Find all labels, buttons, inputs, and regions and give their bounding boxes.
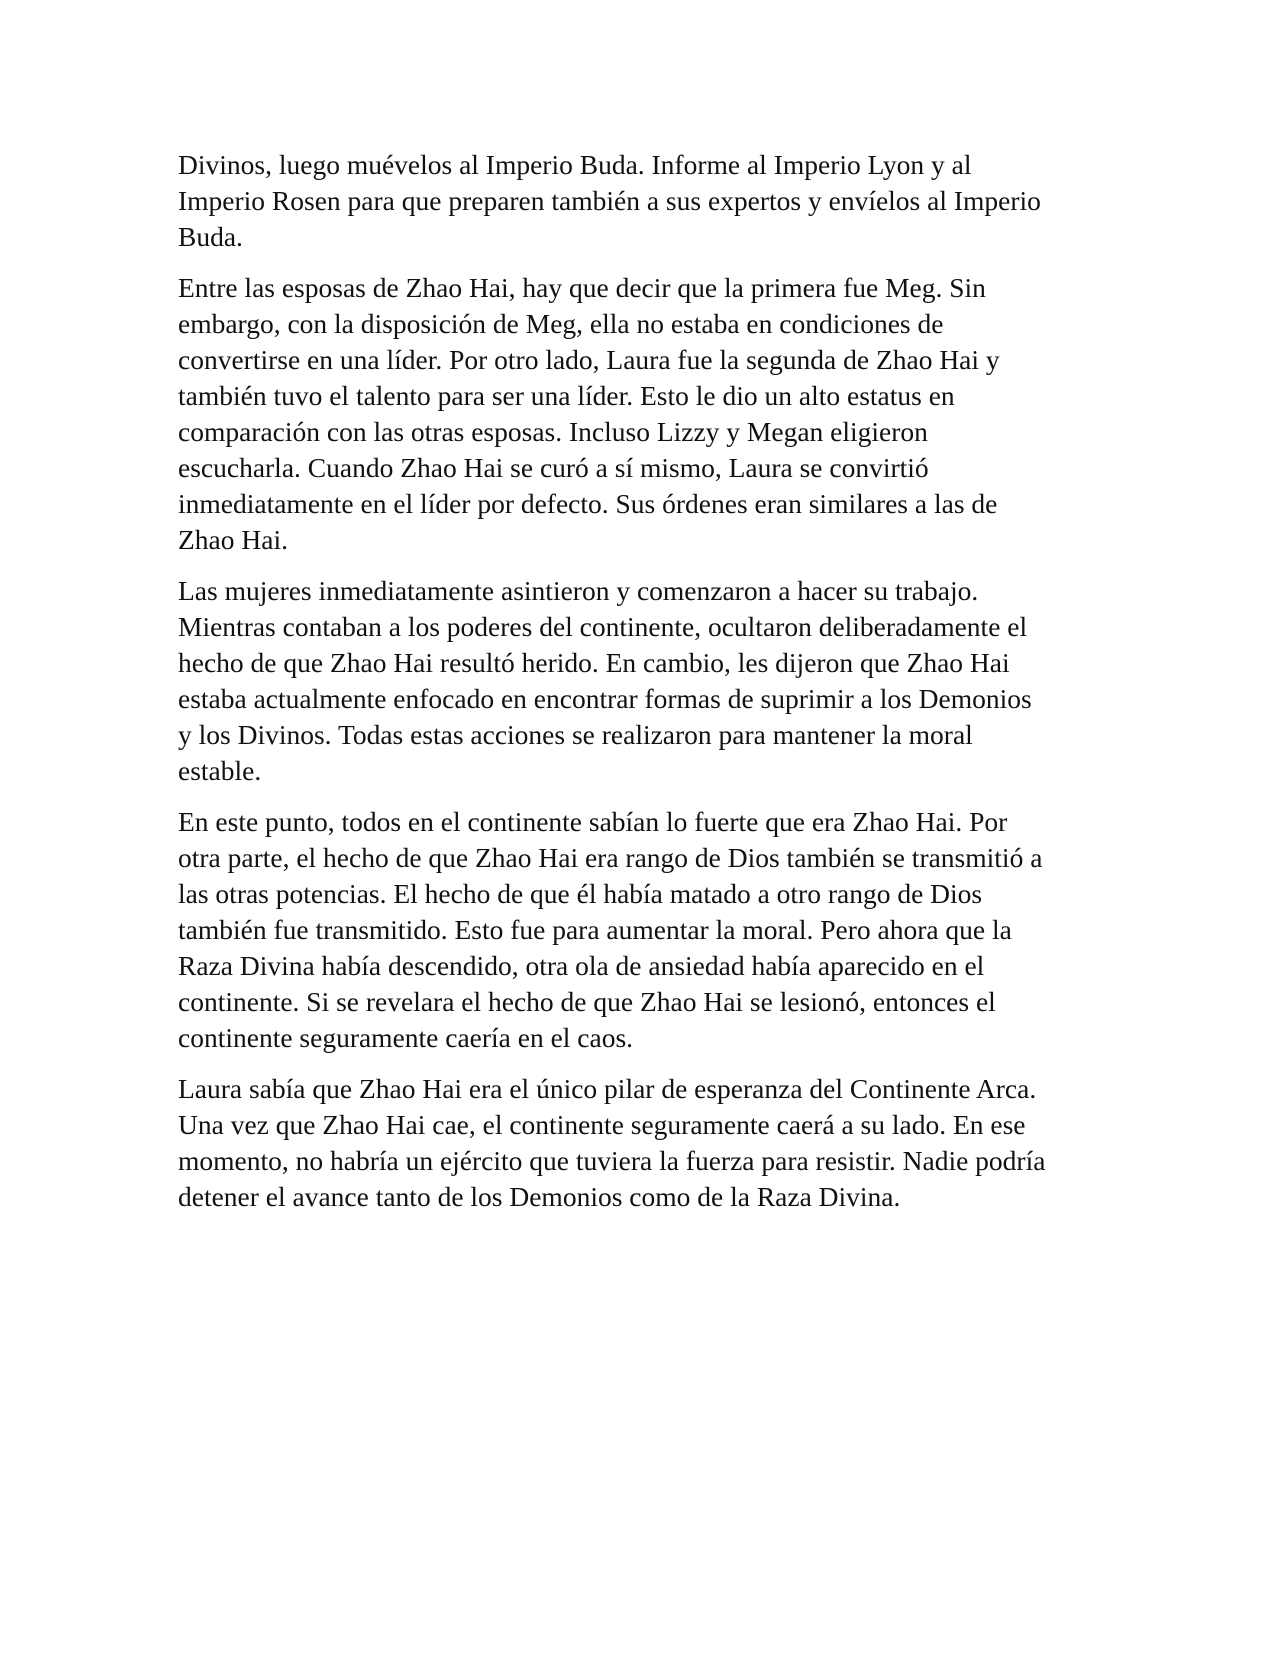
text-line: Divinos, luego muévelos al Imperio Buda. Informe al Imperio Lyon y al <box>178 149 972 180</box>
text-line: hecho de que Zhao Hai resultó herido. En cambio, les dijeron que Zhao Hai <box>178 647 1010 678</box>
text-line: inmediatamente en el líder por defecto. Sus órdenes eran similares a las de <box>178 488 998 519</box>
paragraph-4 <box>178 804 1118 1056</box>
text-line: Imperio Rosen para que preparen también a sus expertos y envíelos al Imperio <box>178 185 1041 216</box>
text-line: Las mujeres inmediatamente asintieron y comenzaron a hacer su trabajo. <box>178 575 979 606</box>
document-body <box>178 147 1118 1230</box>
text-line: Una vez que Zhao Hai cae, el continente seguramente caerá a su lado. En ese <box>178 1109 1026 1140</box>
text-line: En este punto, todos en el continente sabían lo fuerte que era Zhao Hai. Por <box>178 806 1008 837</box>
paragraph-3 <box>178 573 1118 789</box>
text-line: las otras potencias. El hecho de que él había matado a otro rango de Dios <box>178 878 983 909</box>
text-line: Buda. <box>178 221 243 252</box>
text-line: momento, no habría un ejército que tuviera la fuerza para resistir. Nadie podría <box>178 1145 1046 1176</box>
text-line: continente. Si se revelara el hecho de que Zhao Hai se lesionó, entonces el <box>178 986 996 1017</box>
text-line: también fue transmitido. Esto fue para aumentar la moral. Pero ahora que la <box>178 914 1012 945</box>
paragraph-5 <box>178 1071 1118 1215</box>
text-line: escucharla. Cuando Zhao Hai se curó a sí mismo, Laura se convirtió <box>178 452 929 483</box>
text-line: continente seguramente caería en el caos. <box>178 1022 634 1053</box>
text-line: embargo, con la disposición de Meg, ella no estaba en condiciones de <box>178 308 944 339</box>
text-line: estable. <box>178 755 262 786</box>
text-line: convertirse en una líder. Por otro lado, Laura fue la segunda de Zhao Hai y <box>178 344 1000 375</box>
text-line: y los Divinos. Todas estas acciones se realizaron para mantener la moral <box>178 719 973 750</box>
text-line: otra parte, el hecho de que Zhao Hai era rango de Dios también se transmitió a <box>178 842 1043 873</box>
paragraph-1 <box>178 147 1118 255</box>
text-line: también tuvo el talento para ser una líder. Esto le dio un alto estatus en <box>178 380 955 411</box>
text-line: Zhao Hai. <box>178 524 288 555</box>
text-line: Raza Divina había descendido, otra ola de ansiedad había aparecido en el <box>178 950 985 981</box>
text-line: estaba actualmente enfocado en encontrar formas de suprimir a los Demonios <box>178 683 1032 714</box>
text-line: detener el avance tanto de los Demonios como de la Raza Divina. <box>178 1181 901 1212</box>
text-line: Mientras contaban a los poderes del continente, ocultaron deliberadamente el <box>178 611 1028 642</box>
text-line: comparación con las otras esposas. Incluso Lizzy y Megan eligieron <box>178 416 928 447</box>
text-line: Laura sabía que Zhao Hai era el único pilar de esperanza del Continente Arca. <box>178 1073 1037 1104</box>
paragraph-2 <box>178 270 1118 558</box>
text-line: Entre las esposas de Zhao Hai, hay que decir que la primera fue Meg. Sin <box>178 272 986 303</box>
